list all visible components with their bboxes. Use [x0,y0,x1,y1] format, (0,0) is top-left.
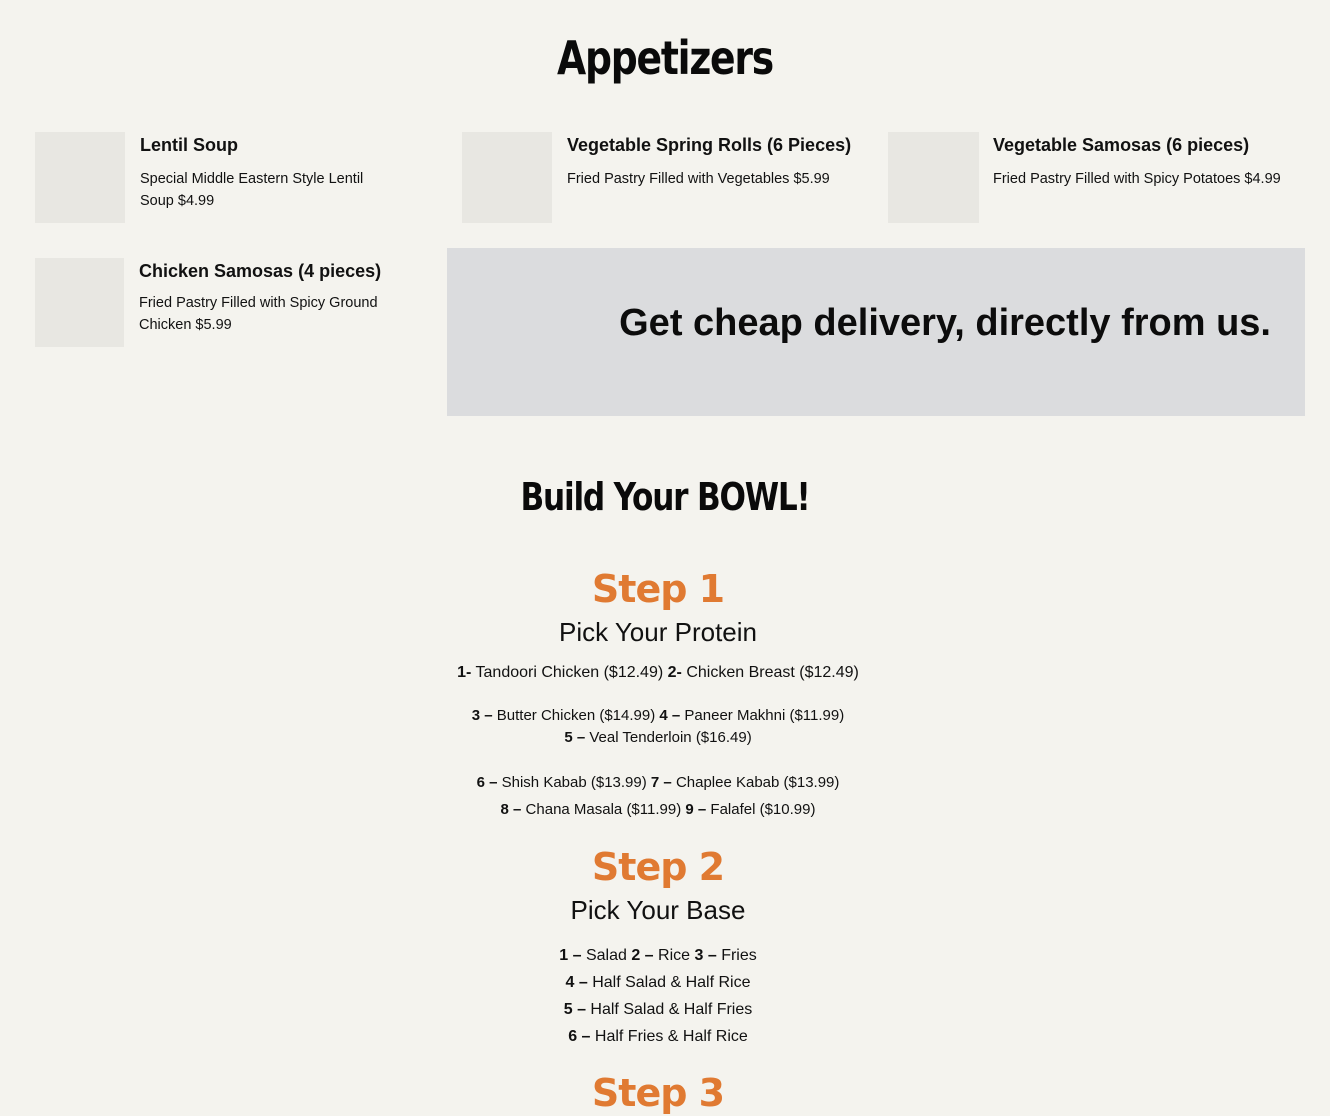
option-number: 4 – [659,707,681,724]
item-image [462,132,552,223]
option-number: 2- [667,664,682,681]
item-name: Lentil Soup [140,135,238,155]
protein-options-row [0,799,1316,821]
step-1-subtitle: Pick Your Protein [558,617,757,647]
base-options-row [0,1026,1316,1048]
item-image [35,132,125,223]
step-2-subtitle: Pick Your Base [570,895,746,925]
base-options-row [0,999,1316,1021]
item-description: Special Middle Eastern Style Lentil Soup $4.99 [140,171,364,209]
base-options-row [0,945,1316,967]
build-bowl-heading: Build Your BOWL! [520,475,810,519]
menu-item-lentil-soup [35,132,425,224]
option-number: 6 – [568,1028,591,1045]
base-option: Half Salad & Half Fries [590,1001,753,1018]
protein-option: Shish Kabab ($13.99) [501,774,647,791]
protein-option: Chaplee Kabab ($13.99) [675,774,840,791]
protein-option: Veal Tenderloin ($16.49) [589,729,752,746]
promo-text: Get cheap delivery, directly from us. [619,302,1271,344]
protein-option: Paneer Makhni ($11.99) [684,707,845,724]
item-description: Fried Pastry Filled with Spicy Ground Chicken $5.99 [139,295,378,333]
item-name: Chicken Samosas (4 pieces) [139,261,382,281]
option-number: 6 – [476,774,498,791]
option-number: 1- [457,664,472,681]
item-description: Fried Pastry Filled with Spicy Potatoes $4.99 [993,171,1281,187]
option-number: 5 – [564,729,586,746]
protein-option: Chicken Breast ($12.49) [686,664,859,681]
delivery-promo-banner[interactable] [447,248,1305,416]
protein-option: Chana Masala ($11.99) [525,801,682,818]
option-number: 4 – [565,974,588,991]
protein-options-row [0,772,1316,794]
item-name: Vegetable Samosas (6 pieces) [993,135,1250,155]
option-number: 3 – [471,707,493,724]
step-1-label: Step 1 [591,567,725,611]
protein-options-row [0,727,1316,749]
base-options-row [0,972,1316,994]
item-name: Vegetable Spring Rolls (6 Pieces) [567,135,852,155]
protein-option: Falafel ($10.99) [710,801,816,818]
option-number: 8 – [500,801,522,818]
option-number: 7 – [650,774,672,791]
option-number: 3 – [694,947,717,964]
protein-option: Butter Chicken ($14.99) [496,707,656,724]
base-option: Fries [721,947,757,964]
option-number: 2 – [631,947,654,964]
item-image [35,258,124,347]
base-option: Half Fries & Half Rice [594,1028,748,1045]
option-number: 5 – [563,1001,586,1018]
protein-options-row [0,705,1316,727]
menu-item-chicken-samosas [35,258,425,350]
protein-option: Tandoori Chicken ($12.49) [475,664,664,681]
appetizers-heading: Appetizers [556,31,774,85]
step-3-label: Step 3 [591,1071,725,1115]
base-option: Salad [585,947,627,964]
item-image [888,132,979,223]
protein-options-row [0,662,1316,684]
item-description: Fried Pastry Filled with Vegetables $5.99 [567,171,830,187]
step-2-label: Step 2 [591,845,725,889]
option-number: 1 – [559,947,582,964]
option-number: 9 – [685,801,707,818]
base-option: Rice [658,947,691,964]
menu-item-vegetable-samosas [888,132,1308,224]
menu-item-vegetable-spring-rolls [462,132,862,224]
base-option: Half Salad & Half Rice [592,974,751,991]
